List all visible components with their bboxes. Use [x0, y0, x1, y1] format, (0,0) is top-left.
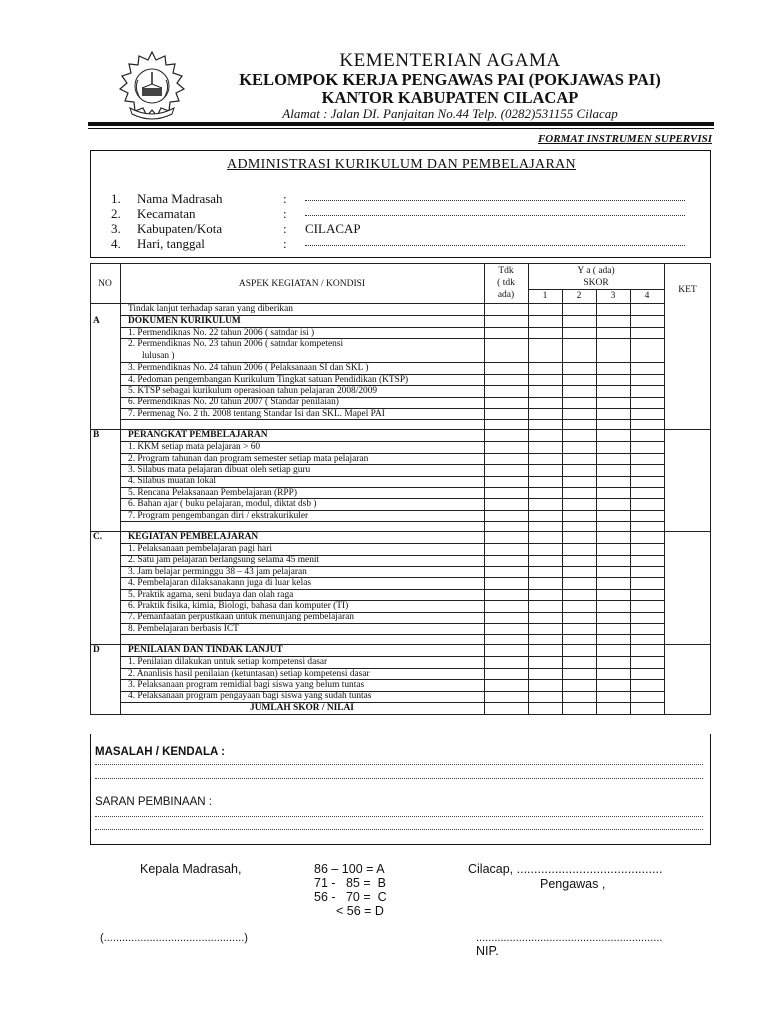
col-line-s2	[596, 289, 597, 714]
header-rule-thin	[88, 128, 714, 129]
score-cell-2[interactable]	[562, 577, 596, 588]
field-colon: :	[283, 236, 287, 251]
score-cell-4[interactable]	[630, 623, 664, 634]
table-border-bottom	[90, 714, 711, 715]
kepala-madrasah-label: Kepala Madrasah,	[140, 862, 242, 876]
aspect-item: 1. Penilaian dilakukan untuk setiap kompetensi dasar	[128, 657, 328, 668]
score-cell-4[interactable]	[630, 691, 664, 702]
score-cell-3[interactable]	[596, 327, 630, 338]
aspect-item: 4. Silabus muatan lokal	[128, 476, 217, 487]
score-cell-2[interactable]	[562, 566, 596, 577]
aspect-item: 8. Pembelajaran berbasis ICT	[128, 623, 239, 634]
aspect-item: 1. KKM setiap mata pelajaran > 60	[128, 442, 261, 453]
score-cell-1[interactable]	[528, 555, 562, 566]
score-cell-4[interactable]	[630, 498, 664, 509]
follow-up-row: Tindak lanjut terhadap saran yang diberikan	[128, 304, 293, 314]
score-cell-1[interactable]	[528, 543, 562, 554]
aspect-item: 5. Rencana Pelaksanaan Pembelajaran (RPP)	[128, 487, 297, 498]
section-title: DOKUMEN KURIKULUM	[128, 316, 241, 326]
score-cell-3[interactable]	[596, 408, 630, 419]
aspect-item: 2. Ananlisis hasil penilaian (ketuntasan) setiap kompetensi dasar	[128, 668, 370, 679]
field-kabupaten-value[interactable]: CILACAP	[305, 221, 361, 236]
score-cell-2[interactable]	[562, 441, 596, 452]
aspect-item-continued: lulusan )	[142, 351, 175, 362]
aspect-item: 4. Pelaksanaan program pengayaan bagi siswa yang sudah tuntas	[128, 691, 372, 702]
aspect-item: 6. Bahan ajar ( buku pelajaran, modul, diktat dsb )	[128, 499, 317, 510]
score-cell-1[interactable]	[528, 656, 562, 667]
score-cell-3[interactable]	[596, 679, 630, 690]
score-cell-2[interactable]	[562, 691, 596, 702]
score-cell-4[interactable]	[630, 555, 664, 566]
kepala-signature-field[interactable]: (..............................................)	[100, 932, 248, 944]
field-number: 1.	[111, 191, 121, 206]
field-label: Kecamatan	[137, 206, 196, 221]
score-cell-tdk[interactable]	[484, 385, 528, 396]
score-cell-4[interactable]	[630, 577, 664, 588]
header-tdk-1: Tdk	[498, 266, 514, 276]
score-cell-3[interactable]	[596, 623, 630, 634]
score-cell-4[interactable]	[630, 397, 664, 408]
field-colon: :	[283, 221, 287, 236]
header-skor: SKOR	[583, 278, 609, 288]
score-cell-3[interactable]	[596, 691, 630, 702]
aspect-item: 3. Jam belajar perminggu 38 – 43 jam pelajaran	[128, 566, 307, 577]
aspect-item: 4. Pedoman pengembangan Kurikulum Tingkat satuan Pendidikan (KTSP)	[128, 374, 409, 385]
score-cell-4[interactable]	[630, 679, 664, 690]
score-cell-3[interactable]	[596, 589, 630, 600]
notes-box	[90, 734, 711, 845]
score-cell-3[interactable]	[596, 668, 630, 679]
field-label: Hari, tanggal	[137, 236, 205, 251]
score-cell-3[interactable]	[596, 600, 630, 611]
aspect-item: 2. Permendiknas No. 23 tahun 2006 ( satndar kompetensi	[128, 339, 344, 350]
score-cell-4[interactable]	[630, 327, 664, 338]
score-cell-tdk[interactable]	[484, 374, 528, 385]
header-tdk-3: ada)	[497, 290, 515, 300]
score-cell-1[interactable]	[528, 408, 562, 419]
score-cell-1[interactable]	[528, 600, 562, 611]
score-cell-3[interactable]	[596, 464, 630, 475]
score-cell-4[interactable]	[630, 510, 664, 521]
row-line	[120, 521, 664, 522]
score-cell-2[interactable]	[562, 612, 596, 623]
score-cell-4[interactable]	[630, 441, 664, 452]
score-cell-1[interactable]	[528, 464, 562, 475]
score-cell-tdk[interactable]	[484, 668, 528, 679]
score-cell-3[interactable]	[596, 487, 630, 498]
score-cell-4[interactable]	[630, 453, 664, 464]
score-cell-4[interactable]	[630, 589, 664, 600]
score-cell-tdk[interactable]	[484, 327, 528, 338]
score-cell-4[interactable]	[630, 374, 664, 385]
score-cell-1[interactable]	[528, 476, 562, 487]
field-colon: :	[283, 191, 287, 206]
score-cell-1[interactable]	[528, 589, 562, 600]
aspect-item: 5. Praktik agama, seni budaya dan olah raga	[128, 589, 294, 600]
score-cell-2[interactable]	[562, 397, 596, 408]
pengawas-signature-field[interactable]: .............................................................	[476, 932, 663, 944]
format-label: FORMAT INSTRUMEN SUPERVISI	[537, 133, 712, 145]
score-cell-3[interactable]	[596, 566, 630, 577]
header-skor-3: 3	[610, 291, 616, 301]
score-cell-tdk[interactable]	[484, 691, 528, 702]
header-ya: Y a ( ada)	[577, 266, 615, 276]
score-cell-tdk[interactable]	[484, 555, 528, 566]
score-cell-2[interactable]	[562, 453, 596, 464]
field-nama-madrasah-input[interactable]	[305, 200, 685, 201]
score-cell-2[interactable]	[562, 374, 596, 385]
section-number: B	[93, 430, 100, 441]
score-cell-3[interactable]	[596, 555, 630, 566]
score-cell-2[interactable]	[562, 656, 596, 667]
score-cell-tdk[interactable]	[484, 577, 528, 588]
aspect-item: 3. Pelaksanaan program remidial bagi siswa yang belum tuntas	[128, 679, 365, 690]
field-label: Nama Madrasah	[137, 191, 223, 206]
header-group: KELOMPOK KERJA PENGAWAS PAI (POKJAWAS PAI)	[239, 70, 661, 89]
score-cell-tdk[interactable]	[484, 338, 528, 362]
row-line	[120, 419, 664, 420]
score-cell-2[interactable]	[562, 498, 596, 509]
score-cell-4[interactable]	[630, 612, 664, 623]
section-title: PENILAIAN DAN TINDAK LANJUT	[128, 645, 283, 656]
aspect-item: 2. Program tahunan dan program semester setiap mata pelajaran	[128, 453, 369, 464]
score-cell-tdk[interactable]	[484, 487, 528, 498]
score-cell-4[interactable]	[630, 543, 664, 554]
header-ministry: KEMENTERIAN AGAMA	[339, 50, 561, 71]
score-cell-1[interactable]	[528, 327, 562, 338]
masalah-line-2[interactable]	[95, 778, 703, 779]
header-rule-thick	[88, 122, 714, 126]
header-skor-4: 4	[644, 291, 650, 301]
score-cell-tdk[interactable]	[484, 623, 528, 634]
score-cell-1[interactable]	[528, 397, 562, 408]
score-cell-tdk[interactable]	[484, 441, 528, 452]
aspect-item: 3. Silabus mata pelajaran dibuat oleh setiap guru	[128, 464, 311, 475]
score-cell-3[interactable]	[596, 397, 630, 408]
col-line-tdk	[528, 263, 529, 714]
score-cell-4[interactable]	[630, 362, 664, 373]
score-cell-tdk[interactable]	[484, 464, 528, 475]
score-cell-1[interactable]	[528, 577, 562, 588]
score-cell-4[interactable]	[630, 487, 664, 498]
score-cell-2[interactable]	[562, 487, 596, 498]
score-cell-3[interactable]	[596, 374, 630, 385]
score-cell-3[interactable]	[596, 476, 630, 487]
score-cell-1[interactable]	[528, 679, 562, 690]
score-cell-2[interactable]	[562, 327, 596, 338]
document-title: ADMINISTRASI KURIKULUM DAN PEMBELAJARAN	[227, 157, 576, 172]
score-cell-1[interactable]	[528, 453, 562, 464]
field-hari-tanggal-input[interactable]	[305, 245, 685, 246]
aspect-item: 1. Pelaksanaan pembelajaran pagi hari	[128, 543, 272, 554]
score-cell-tdk[interactable]	[484, 543, 528, 554]
score-cell-2[interactable]	[562, 385, 596, 396]
score-cell-1[interactable]	[528, 691, 562, 702]
aspect-item: 4. Pembelajaran dilaksanakann juga di luar kelas	[128, 578, 312, 589]
score-cell-2[interactable]	[562, 543, 596, 554]
score-cell-2[interactable]	[562, 362, 596, 373]
scale-b: 71 - 85 = B	[314, 876, 386, 890]
score-cell-1[interactable]	[528, 374, 562, 385]
score-cell-4[interactable]	[630, 476, 664, 487]
nip-label: NIP.	[476, 944, 499, 958]
field-number: 3.	[111, 221, 121, 236]
col-line-ket	[664, 263, 665, 714]
aspect-item: 6. Permendiknas No. 20 tahun 2007 ( Standar penilaian)	[128, 397, 339, 408]
section-number: D	[93, 645, 100, 656]
score-cell-1[interactable]	[528, 668, 562, 679]
score-cell-4[interactable]	[630, 338, 664, 362]
score-cell-2[interactable]	[562, 600, 596, 611]
masalah-label: MASALAH / KENDALA :	[95, 746, 225, 758]
score-cell-4[interactable]	[630, 600, 664, 611]
score-cell-3[interactable]	[596, 612, 630, 623]
score-cell-2[interactable]	[562, 510, 596, 521]
field-colon: :	[283, 206, 287, 221]
score-cell-3[interactable]	[596, 338, 630, 362]
score-cell-1[interactable]	[528, 566, 562, 577]
aspect-item: 7. Program pengembangan diri / ekstrakurikuler	[128, 510, 309, 521]
city-date-field[interactable]: Cilacap, ..........................................	[468, 862, 663, 876]
header-skor-2: 2	[576, 291, 582, 301]
section-title: KEGIATAN PEMBELAJARAN	[128, 532, 259, 543]
col-line-s3	[630, 289, 631, 714]
score-cell-tdk[interactable]	[484, 453, 528, 464]
score-cell-1[interactable]	[528, 612, 562, 623]
score-cell-tdk[interactable]	[484, 498, 528, 509]
score-cell-2[interactable]	[562, 623, 596, 634]
saran-line-2[interactable]	[95, 829, 703, 830]
aspect-item: 5. KTSP sebagai kurikulum operasioan tahun pelajaran 2008/2009	[128, 385, 378, 396]
score-cell-tdk[interactable]	[484, 600, 528, 611]
header-address: Alamat : Jalan DI. Panjaitan No.44 Telp. (0282)531155 Cilacap	[282, 106, 618, 121]
scale-d: < 56 = D	[336, 904, 384, 918]
score-cell-tdk[interactable]	[484, 510, 528, 521]
header-tdk-2: ( tdk	[497, 278, 515, 288]
score-cell-3[interactable]	[596, 656, 630, 667]
score-cell-tdk[interactable]	[484, 408, 528, 419]
score-cell-1[interactable]	[528, 362, 562, 373]
saran-line-1[interactable]	[95, 816, 703, 817]
field-kecamatan-input[interactable]	[305, 215, 685, 216]
aspect-item: 3. Permendiknas No. 24 tahun 2006 ( Pelaksanaan SI dan SKL )	[128, 363, 369, 374]
score-cell-4[interactable]	[630, 385, 664, 396]
header-no: NO	[98, 279, 112, 289]
header-office: KANTOR KABUPATEN CILACAP	[321, 88, 579, 107]
table-border-top	[90, 263, 711, 264]
col-line-no	[120, 263, 121, 714]
score-cell-2[interactable]	[562, 408, 596, 419]
score-cell-3[interactable]	[596, 362, 630, 373]
score-cell-3[interactable]	[596, 498, 630, 509]
score-cell-3[interactable]	[596, 577, 630, 588]
table-border-right	[710, 263, 711, 714]
col-line-aspek	[484, 263, 485, 714]
score-cell-tdk[interactable]	[484, 656, 528, 667]
score-cell-1[interactable]	[528, 385, 562, 396]
score-cell-1[interactable]	[528, 510, 562, 521]
score-cell-1[interactable]	[528, 623, 562, 634]
total-score-label: JUMLAH SKOR / NILAI	[250, 703, 354, 713]
pengawas-label: Pengawas ,	[540, 877, 606, 891]
score-cell-4[interactable]	[630, 464, 664, 475]
score-cell-2[interactable]	[562, 338, 596, 362]
score-cell-4[interactable]	[630, 566, 664, 577]
score-cell-tdk[interactable]	[484, 397, 528, 408]
score-cell-tdk[interactable]	[484, 362, 528, 373]
section-number: A	[93, 316, 100, 326]
score-cell-tdk[interactable]	[484, 589, 528, 600]
field-label: Kabupaten/Kota	[137, 221, 223, 236]
score-cell-1[interactable]	[528, 441, 562, 452]
score-cell-3[interactable]	[596, 441, 630, 452]
aspect-item: 2. Satu jam pelajaran berlangsung selama 45 menit	[128, 555, 320, 566]
instrument-table	[90, 263, 711, 734]
score-cell-3[interactable]	[596, 510, 630, 521]
score-cell-4[interactable]	[630, 668, 664, 679]
score-cell-2[interactable]	[562, 679, 596, 690]
aspect-item: 7. Pemanfaatan perpustkaan untuk menunjang pembelajaran	[128, 612, 354, 623]
score-cell-1[interactable]	[528, 338, 562, 362]
identity-box	[90, 150, 711, 258]
field-number: 4.	[111, 236, 121, 251]
score-cell-1[interactable]	[528, 487, 562, 498]
score-cell-2[interactable]	[562, 668, 596, 679]
aspect-item: 6. Praktik fisika, kimia, Biologi, bahasa dan komputer (TI)	[128, 600, 349, 611]
kemenag-logo	[112, 50, 192, 124]
field-number: 2.	[111, 206, 121, 221]
section-title: PERANGKAT PEMBELAJARAN	[128, 430, 268, 441]
header-aspek: ASPEK KEGIATAN / KONDISI	[238, 279, 366, 289]
section-number: C.	[93, 532, 103, 543]
score-cell-4[interactable]	[630, 408, 664, 419]
scale-c: 56 - 70 = C	[314, 890, 387, 904]
col-line-s1	[562, 289, 563, 714]
score-cell-2[interactable]	[562, 464, 596, 475]
row-line	[120, 634, 664, 635]
table-border-left	[90, 263, 91, 714]
header-skor-1: 1	[542, 291, 548, 301]
header-bottom-line-no	[90, 303, 120, 304]
score-cell-2[interactable]	[562, 555, 596, 566]
score-cell-tdk[interactable]	[484, 679, 528, 690]
score-cell-tdk[interactable]	[484, 612, 528, 623]
score-cell-3[interactable]	[596, 385, 630, 396]
score-cell-3[interactable]	[596, 543, 630, 554]
score-cell-2[interactable]	[562, 476, 596, 487]
score-cell-1[interactable]	[528, 498, 562, 509]
score-cell-tdk[interactable]	[484, 476, 528, 487]
header-ket: KET	[678, 285, 697, 295]
score-cell-2[interactable]	[562, 589, 596, 600]
masalah-line-1[interactable]	[95, 764, 703, 765]
saran-label: SARAN PEMBINAAN :	[95, 796, 212, 808]
score-cell-tdk[interactable]	[484, 566, 528, 577]
aspect-item: 1. Permendiknas No. 22 tahun 2006 ( satndar isi )	[128, 327, 315, 338]
scale-a: 86 – 100 = A	[314, 862, 385, 876]
aspect-item: 7. Permenag No. 2 th. 2008 tentang Standar Isi dan SKL. Mapel PAI	[128, 408, 385, 419]
score-cell-4[interactable]	[630, 656, 664, 667]
score-cell-3[interactable]	[596, 453, 630, 464]
